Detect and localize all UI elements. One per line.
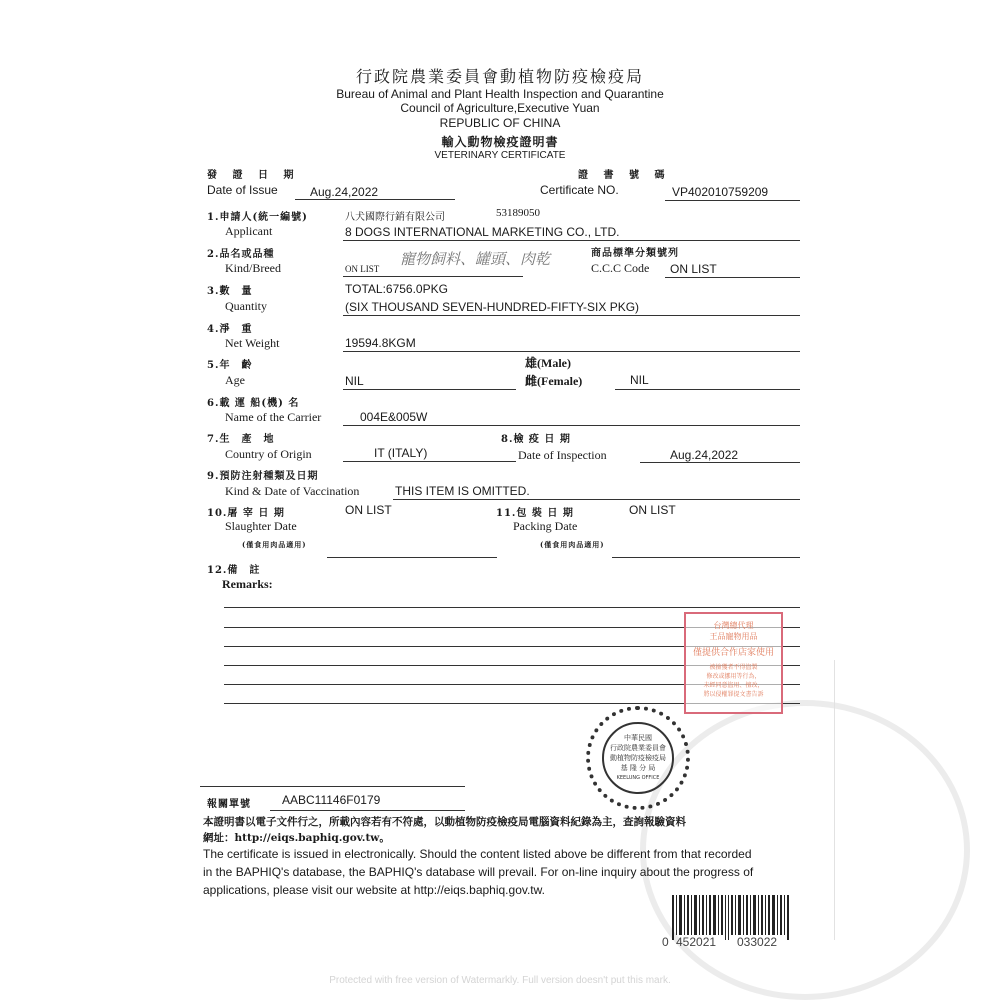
net-weight-underline	[343, 351, 800, 352]
age-label-zh: 5.年 齡	[207, 360, 253, 371]
origin-underline	[343, 461, 516, 462]
declaration-underline	[270, 810, 465, 811]
cert-no-label: Certificate NO.	[540, 183, 619, 197]
quantity-label-zh: 3.數 量	[207, 286, 253, 297]
issue-date-label: Date of Issue	[207, 183, 278, 197]
stamp-line-1: 台灣總代理	[713, 621, 754, 630]
inspection-underline	[640, 462, 800, 463]
stamp-line-7: 將以侵權罪提文書告訴	[703, 691, 764, 698]
net-weight-label: Net Weight	[225, 336, 280, 350]
applicant-value: 8 DOGS INTERNATIONAL MARKETING CO., LTD.	[345, 225, 620, 239]
female-label: 雌(Female)	[525, 374, 583, 388]
slaughter-value: ON LIST	[345, 503, 392, 517]
vaccination-value: THIS ITEM IS OMITTED.	[395, 484, 530, 498]
origin-label: Country of Origin	[225, 447, 312, 461]
notice-en-line-2: in the BAPHIQ's database, the BAPHIQ's database will prevail. For on-line inquiry about the progress of	[203, 865, 754, 879]
quantity-underline	[343, 315, 800, 316]
vaccination-label-zh: 9.預防注射種類及日期	[207, 471, 319, 482]
kind-label-zh: 2.品名或品種	[207, 249, 275, 260]
stamp-line-5: 修改或挪用等行為，	[706, 673, 761, 680]
notice-zh-line-1: 本證明書以電子文件行之，所載內容若有不符處，以動植物防疫檢疫局電腦資料紀錄為主，查詢報驗資料	[203, 816, 686, 828]
barcode-bars-icon	[672, 895, 792, 940]
issue-date-label-zh: 發 證 日 期	[207, 170, 300, 181]
slaughter-underline	[327, 557, 497, 558]
slaughter-label-zh: 10.屠 宰 日 期	[207, 508, 285, 519]
inspection-label: Date of Inspection	[518, 448, 607, 462]
carrier-value: 004E&005W	[360, 410, 428, 424]
quantity-value: TOTAL:6756.0PKG	[345, 282, 448, 296]
kind-value: ON LIST	[345, 264, 380, 274]
official-round-seal	[586, 706, 690, 810]
quantity-label: Quantity	[225, 299, 267, 313]
doc-title-zh: 輸入動物檢疫證明書	[441, 135, 559, 149]
agency-title-en: Bureau of Animal and Plant Health Inspection and Quarantine	[336, 87, 664, 101]
ccc-label-zh: 商品標準分類號列	[591, 248, 679, 259]
packing-value: ON LIST	[629, 503, 676, 517]
packing-label-zh: 11.包 裝 日 期	[496, 508, 574, 519]
age-value: NIL	[345, 374, 364, 388]
carrier-underline	[343, 425, 800, 426]
watermark-notice: Protected with free version of Watermarkly. Full version doesn't put this mark.	[329, 975, 671, 986]
applicant-tax-id: 53189050	[496, 207, 540, 219]
carrier-label: Name of the Carrier	[225, 410, 322, 424]
vaccination-label: Kind & Date of Vaccination	[225, 484, 360, 498]
net-weight-label-zh: 4.淨 重	[207, 324, 253, 335]
net-weight-value: 19594.8KGM	[345, 336, 416, 350]
declaration-top-line	[200, 786, 465, 787]
sex-underline	[615, 389, 800, 390]
council-title: Council of Agriculture,Executive Yuan	[400, 101, 600, 115]
stamp-line-3: 僅提供合作店家使用	[692, 648, 774, 658]
applicant-label: Applicant	[225, 224, 273, 238]
vaccination-underline	[393, 499, 800, 500]
remarks-line-1	[224, 607, 800, 608]
remarks-label: Remarks:	[222, 577, 273, 591]
applicant-underline	[343, 240, 800, 241]
seal-line-4: 基 隆 分 局	[620, 764, 656, 772]
notice-zh-line-2: 網址：http://eiqs.baphiq.gov.tw。	[203, 832, 390, 844]
applicant-name-zh: 八犬國際行銷有限公司	[345, 212, 445, 223]
slaughter-label: Slaughter Date	[225, 519, 297, 533]
sex-value: NIL	[630, 373, 649, 387]
cert-no-label-zh: 證 書 號 碼	[578, 170, 671, 181]
watermark-divider-line	[834, 660, 835, 940]
declaration-value: AABC11146F0179	[282, 793, 381, 807]
declaration-label-zh: 報關單號	[207, 799, 251, 810]
stamp-line-6: 未經同意盜用、擅改，	[703, 682, 764, 689]
quantity-words: (SIX THOUSAND SEVEN-HUNDRED-FIFTY-SIX PKG)	[345, 300, 640, 314]
seal-office: KEELUNG OFFICE	[616, 775, 660, 781]
barcode-left-digits: 452021	[676, 935, 717, 949]
seal-line-3: 動植物防疫檢疫局	[610, 754, 666, 762]
ccc-underline	[665, 277, 800, 278]
packing-underline	[612, 557, 800, 558]
issue-date-underline	[295, 199, 455, 200]
notice-en-line-1: The certificate is issued in electronically. Should the content listed above be different from that recorded	[203, 847, 752, 861]
ccc-value: ON LIST	[670, 262, 717, 276]
origin-value: IT (ITALY)	[374, 446, 428, 460]
kind-label: Kind/Breed	[225, 261, 281, 275]
barcode	[672, 895, 792, 940]
slaughter-note: (僅食用肉品適用)	[242, 540, 307, 549]
age-label: Age	[225, 373, 245, 387]
applicant-label-zh: 1.申請人(統一編號)	[207, 212, 308, 223]
issue-date-value: Aug.24,2022	[310, 185, 379, 199]
packing-label: Packing Date	[513, 519, 578, 533]
notice-en-line-3: applications, please visit our website at http://eiqs.baphiq.gov.tw.	[203, 883, 545, 897]
barcode-prefix: 0	[662, 935, 669, 949]
remarks-label-zh: 12.備 註	[207, 565, 261, 576]
cert-no-value: VP402010759209	[672, 185, 769, 199]
agency-title-zh: 行政院農業委員會動植物防疫檢疫局	[355, 67, 644, 86]
country-title: REPUBLIC OF CHINA	[439, 116, 561, 130]
inspection-value: Aug.24,2022	[670, 448, 739, 462]
cert-no-underline	[665, 200, 800, 201]
stamp-line-2: 王品寵物用品	[709, 632, 758, 641]
kind-underline	[343, 276, 523, 277]
ccc-label: C.C.C Code	[591, 261, 650, 275]
inspection-label-zh: 8.檢 疫 日 期	[501, 434, 571, 445]
kind-handwritten-note: 寵物飼料、罐頭、肉乾	[400, 250, 551, 268]
stamp-line-4: 被撿獲者不得盜製	[709, 664, 758, 671]
distributor-red-stamp	[684, 612, 783, 714]
packing-note: (僅食用肉品適用)	[540, 540, 605, 549]
age-underline	[343, 389, 516, 390]
seal-line-1: 中華民國	[624, 734, 652, 742]
doc-title-en: VETERINARY CERTIFICATE	[434, 150, 566, 161]
carrier-label-zh: 6.載 運 船(機) 名	[207, 398, 300, 409]
seal-line-2: 行政院農業委員會	[610, 744, 666, 752]
origin-label-zh: 7.生 產 地	[207, 434, 275, 445]
male-label: 雄(Male)	[525, 356, 571, 370]
barcode-right-digits: 033022	[737, 935, 778, 949]
